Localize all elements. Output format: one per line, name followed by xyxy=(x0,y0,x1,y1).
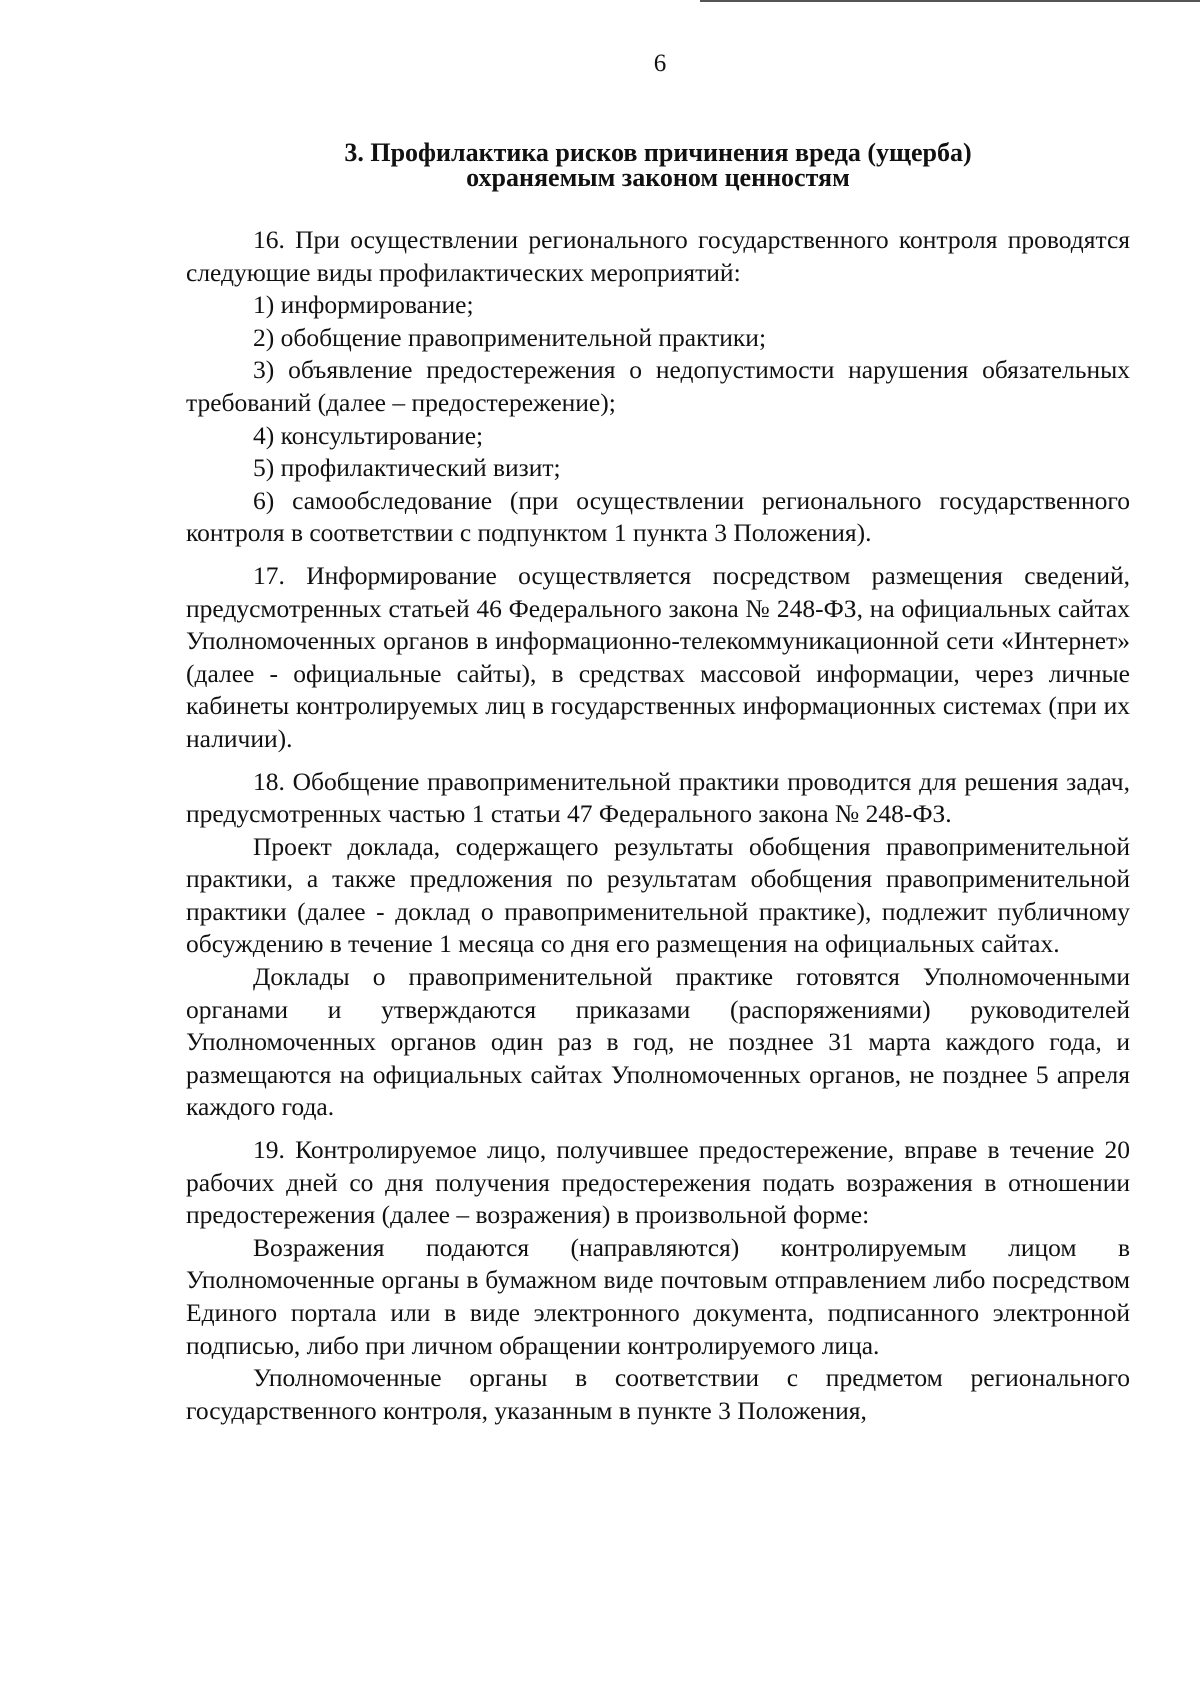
paragraph-18-draft-report: Проект доклада, содержащего результаты обобщения правоприменительной практики, а также предложения по результатам обобщения правоприменительной практики (далее - доклад о правоприменительной практике), подлежит публичному обсуждению в течение 1 месяца со дня его размещения на официальных сайтах. xyxy=(186,831,1130,959)
paragraph-18: 18. Обобщение правоприменительной практики проводится для решения задач, предусмотренных частью 1 статьи 47 Федерального закона № 248-ФЗ. xyxy=(186,766,1130,829)
paragraph-19-objections: Возражения подаются (направляются) контролируемым лицом в Уполномоченные органы в бумажном виде почтовым отправлением либо посредством Единого портала или в виде электронного документа, подписанного электронной подписью, либо при личном обращении контролируемого лица. xyxy=(186,1232,1130,1360)
paragraph-19: 19. Контролируемое лицо, получившее предостережение, вправе в течение 20 рабочих дней со дня получения предостережения подать возражения в отношении предостережения (далее – возражения) в произвольной форме: xyxy=(186,1135,1130,1230)
list-item-5: 5) профилактический визит; xyxy=(253,453,561,483)
scan-edge-line xyxy=(700,0,1200,2)
paragraph-17: 17. Информирование осуществляется посредством размещения сведений, предусмотренных статьей 46 Федерального закона № 248-ФЗ, на официальных сайтах Уполномоченных органов в информационно-телекоммуникационной сети «Интернет» (далее - официальные сайты), в средствах массовой информации, через личные кабинеты контролируемых лиц в государственных информационных системах (при их наличии). xyxy=(186,560,1130,753)
paragraph-18-reports: Доклады о правоприменительной практике готовятся Уполномоченными органами и утверждаются приказами (распоряжениями) руководителей Уполномоченных органов один раз в год, не позднее 31 марта каждого года, и размещаются на официальных сайтах Уполномоченных органов, не позднее 5 апреля каждого года. xyxy=(186,962,1130,1122)
list-item-4: 4) консультирование; xyxy=(253,420,484,450)
paragraph-19-authorities: Уполномоченные органы в соответствии с предметом регионального государственного контроля, указанным в пункте 3 Положения, xyxy=(186,1363,1130,1425)
page-number: 6 xyxy=(653,50,667,77)
section-title-line-1: 3. Профилактика рисков причинения вреда (ущерба) xyxy=(344,138,972,167)
list-item-1: 1) информирование; xyxy=(253,290,474,320)
paragraph-16: 16. При осуществлении регионального государственного контроля проводятся следующие виды профилактических мероприятий: xyxy=(186,225,1130,287)
list-item-6: 6) самообследование (при осуществлении регионального государственного контроля в соответствии с подпунктом 1 пункта 3 Положения). xyxy=(186,485,1130,548)
list-item-3: 3) объявление предостережения о недопустимости нарушения обязательных требований (далее – предостережение); xyxy=(186,355,1130,417)
section-title xyxy=(186,140,1130,190)
document-body xyxy=(186,224,1130,1427)
list-item-2: 2) обобщение правоприменительной практики; xyxy=(253,322,767,352)
section-title-line-2: охраняемым законом ценностям xyxy=(466,163,850,192)
